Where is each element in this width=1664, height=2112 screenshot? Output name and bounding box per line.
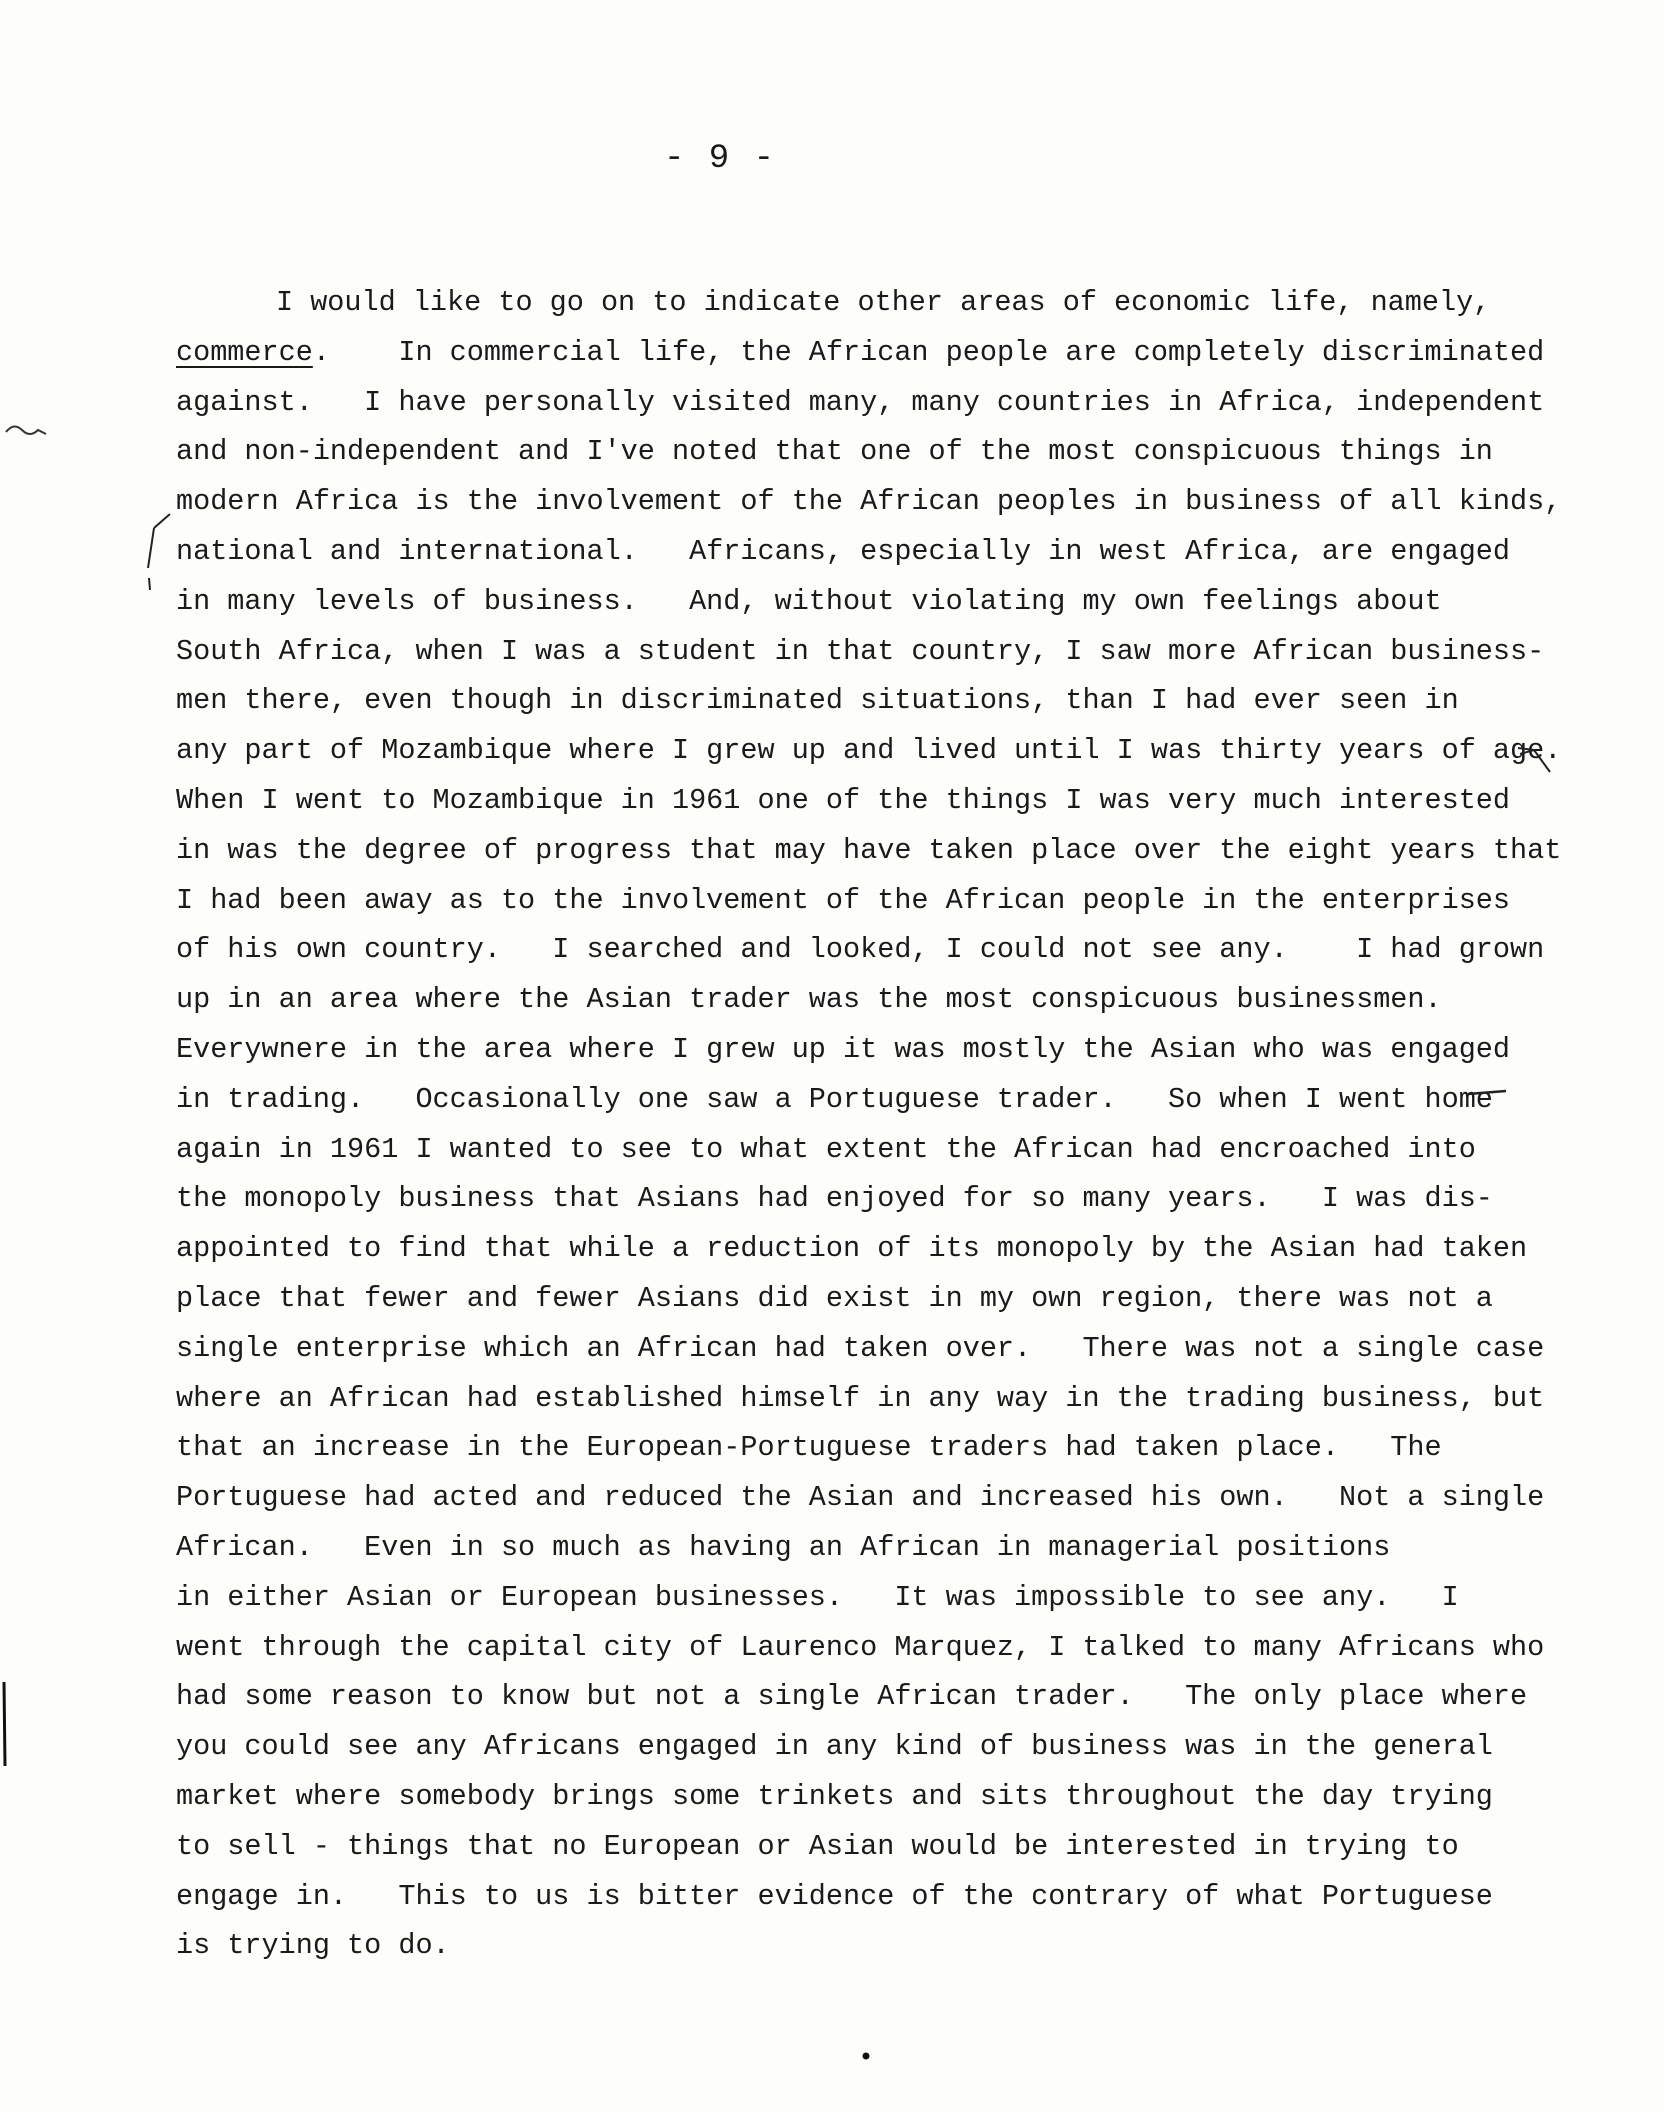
paragraph-line: any part of Mozambique where I grew up and lived until I was thirty years of age. [176,734,1562,768]
paragraph-line: South Africa, when I was a student in that country, I saw more African business- [176,634,1545,668]
margin-squiggle-mark [4,420,50,440]
paragraph-line: men there, even though in discriminated situations, than I had ever seen in [176,684,1459,718]
underlined-word-commerce: commerce [176,335,313,369]
arrow-mark [1514,738,1554,778]
paragraph-line: When I went to Mozambique in 1961 one of the things I was very much interested [176,783,1511,817]
paragraph-line: I had been away as to the involvement of the African people in the enterprises [176,883,1511,917]
paragraph-line: against. I have personally visited many, many countries in Africa, independent [176,385,1545,419]
paragraph-line: in trading. Occasionally one saw a Portuguese trader. So when I went home [176,1082,1493,1116]
paragraph-line: of his own country. I searched and looked, I could not see any. I had grown [176,933,1545,967]
paragraph-line: and non-independent and I've noted that one of the most conspicuous things in [176,435,1493,469]
paragraph-line: to sell - things that no European or Asian would be interested in trying to [176,1829,1459,1863]
paragraph-line: again in 1961 I wanted to see to what extent the African had encroached into [176,1132,1476,1166]
paragraph-line: the monopoly business that Asians had enjoyed for so many years. I was dis- [176,1182,1493,1216]
paragraph-line: appointed to find that while a reduction of its monopoly by the Asian had taken [176,1232,1528,1266]
paragraph-line: market where somebody brings some trinkets and sits throughout the day trying [176,1779,1493,1813]
paragraph-line-rest: . In commercial life, the African people are completely discriminated [312,335,1545,369]
paragraph-line: engage in. This to us is bitter evidence of the contrary of what Portuguese [176,1879,1493,1913]
paragraph-line: that an increase in the European-Portuguese traders had taken place. The [176,1431,1442,1465]
dash-mark [1466,1088,1508,1098]
paragraph-line: in many levels of business. And, without violating my own feelings about [176,584,1442,618]
paragraph-line: had some reason to know but not a single African trader. The only place where [176,1680,1528,1714]
paragraph-line: place that fewer and fewer Asians did exist in my own region, there was not a [176,1281,1493,1315]
page-number: - 9 - [663,140,777,178]
paragraph-line: up in an area where the Asian trader was the most conspicuous businessmen. [176,983,1442,1017]
left-edge-mark [0,1680,12,1770]
paragraph-line: is trying to do. [176,1929,450,1963]
paragraph-line [176,328,1556,378]
paragraph-line: I would like to go on to indicate other areas of economic life, namely, [276,286,1491,319]
paragraph-line: went through the capital city of Laurenco Marquez, I talked to many Africans who [176,1630,1545,1664]
paragraph-line: Everywnere in the area where I grew up it was mostly the Asian who was engaged [176,1032,1511,1066]
paragraph-line: where an African had established himself in any way in the trading business, but [176,1381,1545,1415]
paragraph-line: you could see any Africans engaged in any kind of business was in the general [176,1730,1493,1764]
bottom-dot-mark [860,2050,872,2062]
paragraph-line: African. Even in so much as having an African in managerial positions [176,1530,1391,1564]
paragraph-line: in was the degree of progress that may have taken place over the eight years that [176,833,1562,867]
paragraph-line: modern Africa is the involvement of the African peoples in business of all kinds, [176,485,1562,519]
paragraph-line: single enterprise which an African had taken over. There was not a single case [176,1331,1545,1365]
paragraph-line: national and international. Africans, especially in west Africa, are engaged [176,534,1511,568]
margin-bracket-mark [140,508,180,598]
body-paragraph [176,278,1562,1971]
paragraph-line: in either Asian or European businesses. It was impossible to see any. I [176,1580,1459,1614]
paragraph-line: Portuguese had acted and reduced the Asian and increased his own. Not a single [176,1481,1545,1515]
